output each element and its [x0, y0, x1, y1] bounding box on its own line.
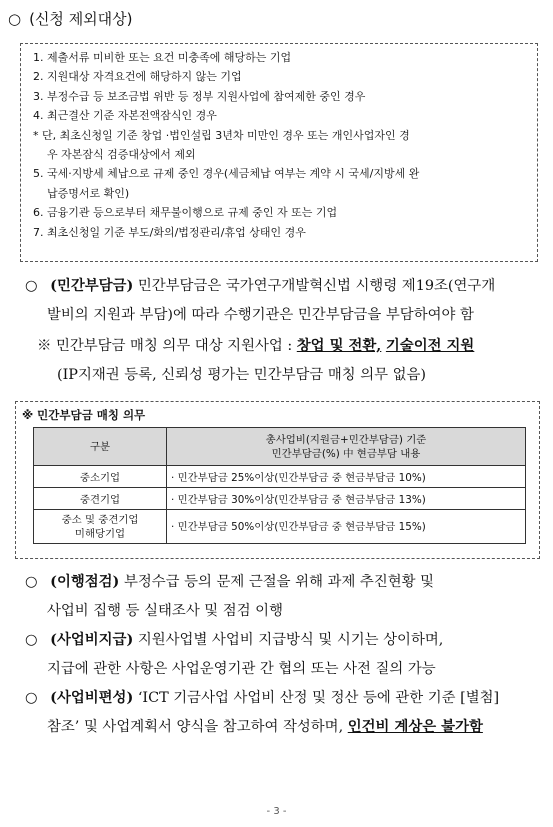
list-item: 4. 최근결산 기준 자본전액잠식인 경우 [33, 109, 217, 123]
row-content: · 민간부담금 25%이상(민간부담금 중 현금부담금 10%) [167, 466, 526, 488]
bullet-circle: ○ [25, 690, 38, 706]
list-item-note: * 단, 최초신청일 기준 창업 ·법인설립 3년차 미만인 경우 또는 개인사업자인 경 [33, 128, 410, 142]
payment-text: 지원사업별 사업비 지급방식 및 시기는 상이하며, [133, 632, 444, 648]
header-content-line2: 민간부담금(%) 中 현금부담 내용 [271, 447, 421, 460]
private-burden-line2: 발비의 지원과 부담)에 따라 수행기관은 민간부담금을 부담하여야 함 [47, 307, 474, 323]
page-number: - 3 - [266, 806, 287, 817]
header-category: 구분 [34, 428, 167, 466]
inspection-text: 부정수급 등의 문제 근절을 위해 과제 추진현황 및 [119, 574, 434, 590]
exclusion-list [21, 44, 537, 242]
budget-text: ‘ICT 기금사업 사업비 산정 및 정산 등에 관한 기준 [별첨] [133, 690, 500, 706]
budget-line2-text: 참조’ 및 사업계획서 양식을 참고하여 작성하며, [47, 719, 348, 735]
budget-emphasis: 인건비 계상은 불가함 [347, 718, 483, 735]
row-category: 중소기업 [34, 466, 167, 488]
row-category [34, 510, 167, 544]
note-emphasis-startup: 창업 및 전환, [296, 337, 382, 354]
row-content: · 민간부담금 30%이상(민간부담금 중 현금부담금 13%) [167, 488, 526, 510]
private-burden-note-paren: (IP지재권 등록, 신뢰성 평가는 민간부담금 매칭 의무 없음) [57, 367, 427, 383]
bullet-circle: ○ [25, 632, 38, 648]
row-content: · 민간부담금 50%이상(민간부담금 중 현금부담금 15%) [167, 510, 526, 544]
budget-heading: (사업비편성) [50, 689, 134, 706]
list-item-continuation: 우 자본잠식 검증대상에서 제외 [47, 148, 196, 162]
list-item: 6. 금융기관 등으로부터 채무불이행으로 규제 중인 자 또는 기업 [33, 206, 338, 220]
exclusion-list-box [20, 43, 538, 262]
payment-heading: (사업비지급) [50, 631, 134, 648]
inspection-heading: (이행점검) [50, 573, 120, 590]
matching-table [33, 427, 526, 544]
budget-line1 [25, 688, 499, 708]
private-burden-heading: (민간부담금) [50, 277, 134, 294]
inspection-line1 [25, 572, 434, 592]
note-emphasis-tech-transfer: 기술이전 지원 [385, 337, 475, 354]
bullet-circle: ○ [8, 10, 22, 28]
table-row [34, 466, 526, 488]
budget-line2 [47, 717, 483, 737]
bullet-circle: ○ [25, 574, 38, 590]
matching-box-title: ※ 민간부담금 매칭 의무 [22, 408, 146, 422]
table-row [34, 488, 526, 510]
bullet-circle: ○ [25, 278, 38, 294]
header-content [167, 428, 526, 466]
list-item: 2. 지원대상 자격요건에 해당하지 않는 기업 [33, 70, 242, 84]
list-item-continuation: 납증명서로 확인) [47, 186, 130, 200]
matching-obligation-box [15, 401, 540, 559]
section-title-text: (신청 제외대상) [29, 10, 133, 28]
table-row [34, 510, 526, 544]
inspection-line2: 사업비 집행 등 실태조사 및 점검 이행 [47, 603, 283, 619]
section-title [8, 8, 133, 29]
payment-line2: 지급에 관한 사항은 사업운영기관 간 협의 또는 사전 질의 가능 [47, 661, 436, 677]
list-item: 1. 제출서류 미비한 또는 요건 미충족에 해당하는 기업 [33, 51, 292, 64]
private-burden-text: 민간부담금은 국가연구개발혁신법 시행령 제19조(연구개 [133, 278, 496, 294]
private-burden-line1 [25, 276, 495, 296]
row-category: 중견기업 [34, 488, 167, 510]
row-category-line1: 중소 및 중견기업 [61, 513, 139, 526]
header-content-line1: 총사업비(지원금+민간부담금) 기준 [265, 433, 427, 446]
payment-line1 [25, 630, 443, 650]
list-item: 3. 부정수급 등 보조금법 위반 등 정부 지원사업에 참여제한 중인 경우 [33, 89, 366, 103]
note-prefix: ※ 민간부담금 매칭 의무 대상 지원사업 : [37, 338, 297, 354]
list-item: 5. 국세·지방세 체납으로 규제 중인 경우(세금체납 여부는 계약 시 국세/지방세 완 [33, 167, 420, 181]
row-category-line2: 미해당기업 [74, 527, 126, 540]
table-header-row [34, 428, 526, 466]
private-burden-note [37, 336, 474, 356]
list-item: 7. 최초신청일 기준 부도/화의/법정관리/휴업 상태인 경우 [33, 225, 306, 239]
